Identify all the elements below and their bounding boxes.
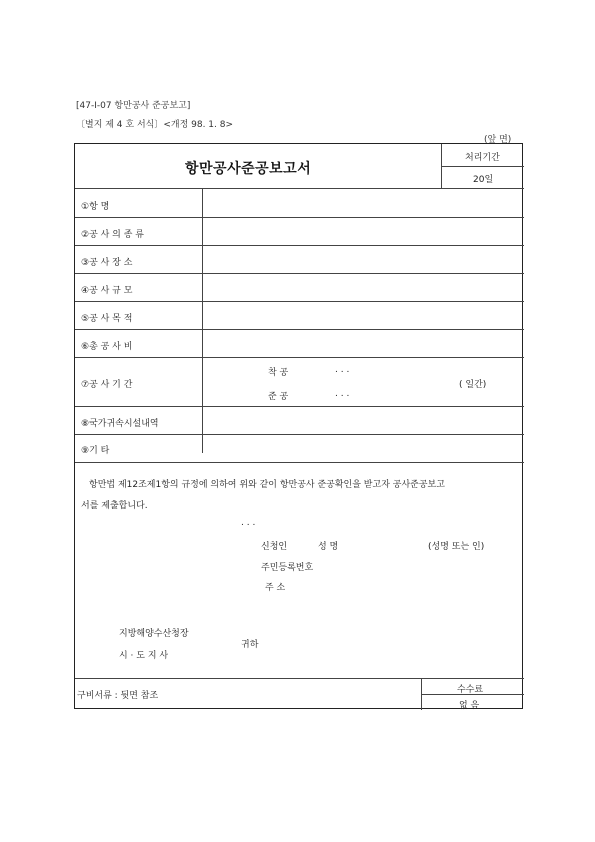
row-label-work-site: ③공 사 장 소 [81,258,133,268]
fee-value: 없 음 [459,701,480,711]
row-label-work-scale: ④공 사 규 모 [81,286,133,296]
divider [75,245,524,246]
page-side-label: (앞 면) [484,135,512,145]
applicant-label: 신청인 [261,542,288,552]
recipient-1: 지방해양수산청장 [119,629,189,639]
statement-text-2: 서를 제출합니다. [81,501,148,511]
form-reference: 〔별지 제 4 호 서식〕<개정 98. 1. 8> [76,120,234,130]
row-label-port-name: ①항 명 [81,202,110,212]
start-label: 착 공 [268,368,289,378]
divider [441,166,524,167]
fee-label: 수수료 [457,685,484,695]
row-label-state-facilities: ⑧국가귀속시설내역 [81,419,159,429]
processing-period-label: 처리기간 [465,153,500,163]
completion-date-placeholder: . . . [335,389,350,399]
duration-days: ( 일간) [459,380,487,390]
recipient-suffix: 귀하 [241,640,259,650]
form-title: 항만공사준공보고서 [185,161,312,177]
report-form [74,143,523,709]
divider [75,188,524,189]
applicant-name-label: 성 명 [318,542,339,552]
address-label: 주 소 [265,583,286,593]
row-label-total-cost: ⑥총 공 사 비 [81,342,133,352]
row-label-work-purpose: ⑤공 사 목 적 [81,314,133,324]
divider [75,217,524,218]
divider [75,678,524,679]
signature-note: (성명 또는 인) [428,542,485,552]
divider [75,301,524,302]
statement-text-1: 항만법 제12조제1항의 규정에 의하여 위와 같이 항만공사 준공확인을 받고자 공사준공보고 [89,480,445,490]
divider [75,434,524,435]
divider [75,406,524,407]
divider [75,329,524,330]
divider [75,462,524,463]
row-label-work-period: ⑦공 사 기 간 [81,380,133,390]
divider [75,273,524,274]
divider [75,357,524,358]
row-label-work-type: ②공 사 의 종 류 [81,230,144,240]
form-code: [47-I-07 항만공사 준공보고] [76,101,191,111]
row-label-other: ⑨기 타 [81,446,110,456]
resident-number-label: 주민등록번호 [261,563,314,573]
completion-label: 준 공 [268,392,289,402]
attachments-note: 구비서류 : 뒷면 참조 [77,691,159,701]
recipient-2: 시 · 도 지 사 [119,651,169,661]
submission-date-placeholder: . . . [241,518,256,528]
processing-period-value: 20일 [473,175,494,185]
start-date-placeholder: . . . [335,365,350,375]
divider [202,188,203,453]
